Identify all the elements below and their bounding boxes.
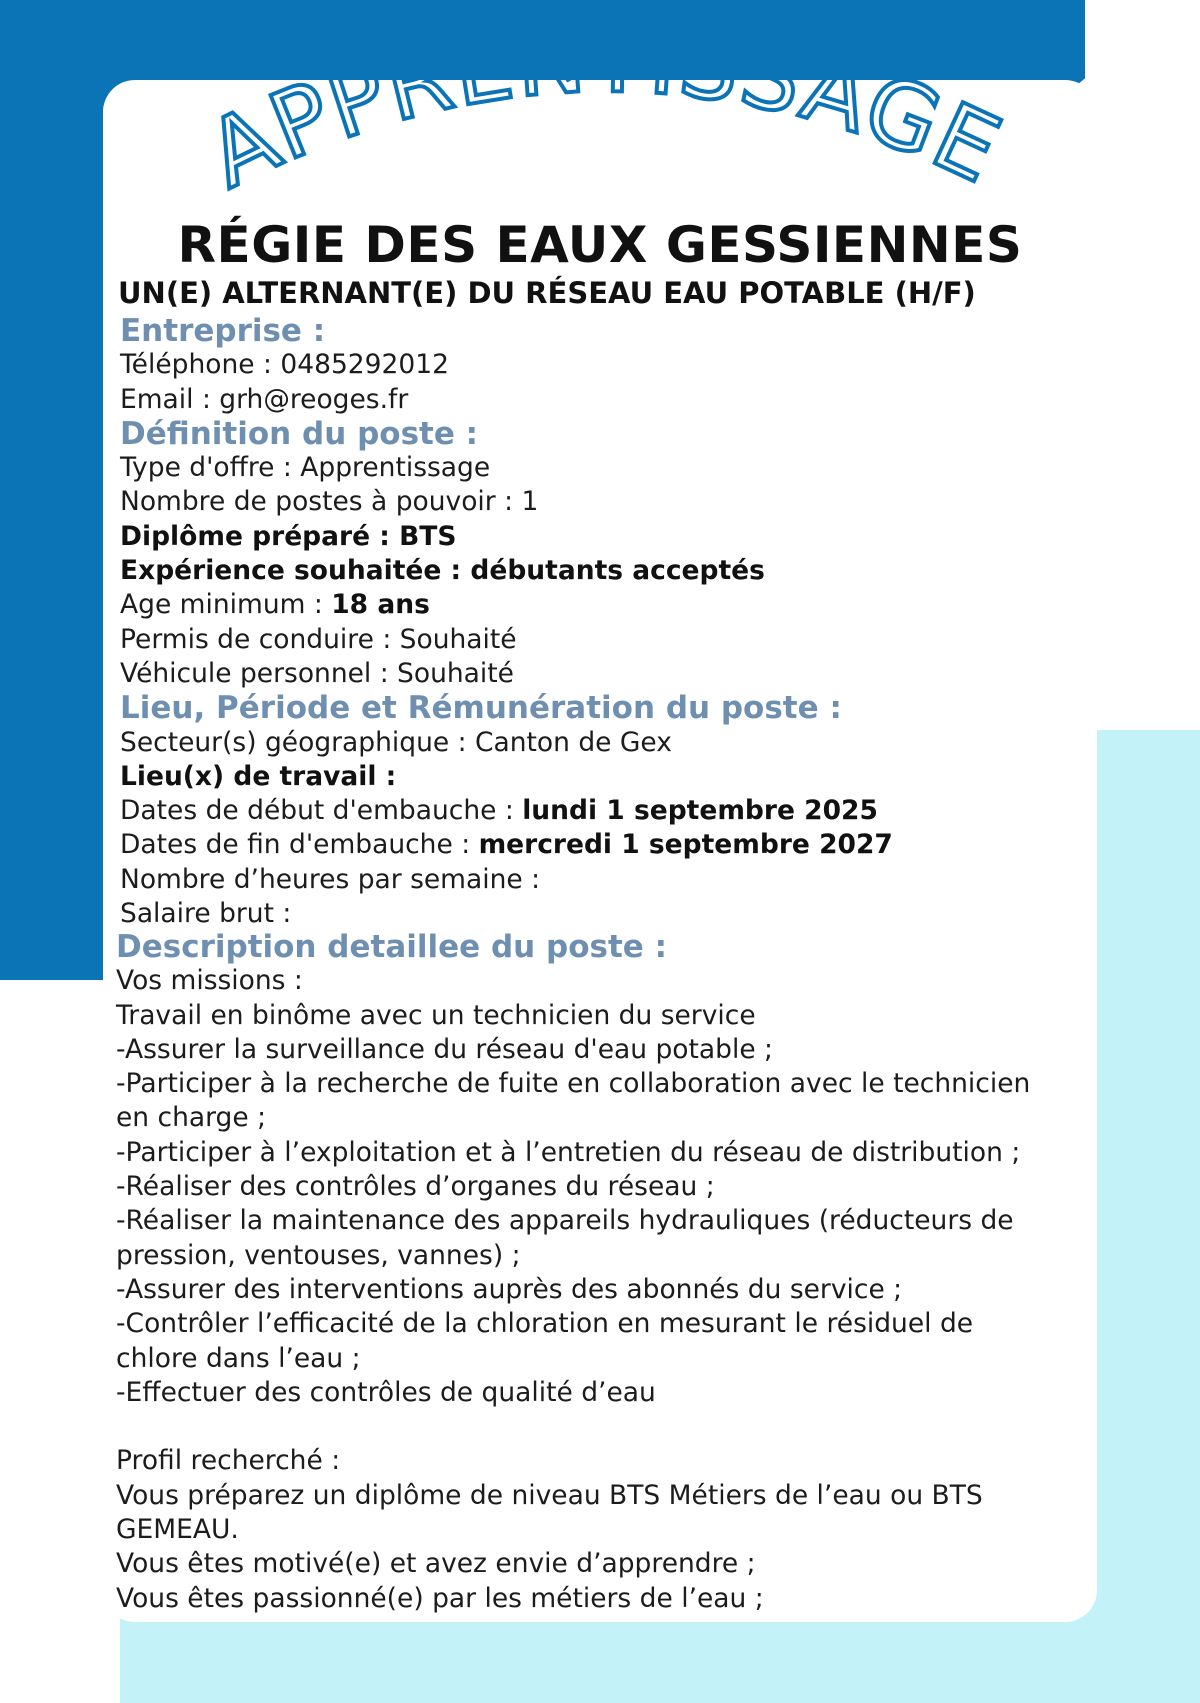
sector-line: Secteur(s) géographique : Canton de Gex xyxy=(120,726,672,758)
section-heading-lieu: Lieu, Période et Rémunération du poste : xyxy=(120,690,842,727)
spacer xyxy=(116,1410,1091,1444)
description-line: -Assurer la surveillance du réseau d'eau potable ; xyxy=(116,1033,773,1065)
profile-line: Vous êtes passionné(e) par les métiers de l’eau ; xyxy=(116,1582,764,1614)
description-line: -Réaliser la maintenance des appareils hydrauliques (réducteurs de xyxy=(116,1205,1014,1237)
description-line: -Participer à la recherche de fuite en collaboration avec le technicien xyxy=(116,1068,1031,1100)
description-line: -Réaliser des contrôles d’organes du réseau ; xyxy=(116,1171,715,1203)
description-line: Vos missions : xyxy=(116,965,303,997)
start-date-line xyxy=(120,794,1080,828)
age-line xyxy=(120,588,1080,622)
diploma-line: Diplôme préparé : BTS xyxy=(120,520,457,552)
offer-details xyxy=(120,314,1080,931)
description-line: -Participer à l’exploitation et à l’entretien du réseau de distribution ; xyxy=(116,1136,1021,1168)
job-description xyxy=(116,930,1091,1616)
apprentissage-banner-text: APPRENTISSAGE xyxy=(191,5,1017,209)
description-line: -Effectuer des contrôles de qualité d’eau xyxy=(116,1376,656,1408)
apprentissage-banner xyxy=(0,0,1200,240)
age-value: 18 ans xyxy=(331,589,430,621)
offer-type-line: Type d'offre : Apprentissage xyxy=(120,452,491,484)
positions-count-line: Nombre de postes à pouvoir : 1 xyxy=(120,486,539,518)
description-line: pression, ventouses, vannes) ; xyxy=(116,1239,521,1271)
license-line: Permis de conduire : Souhaité xyxy=(120,623,517,655)
profile-line: Vous préparez un diplôme de niveau BTS Métiers de l’eau ou BTS xyxy=(116,1479,983,1511)
end-date-label: Dates de fin d'embauche : xyxy=(120,829,479,861)
section-heading-definition: Définition du poste : xyxy=(120,415,479,452)
description-line: chlore dans l’eau ; xyxy=(116,1342,361,1374)
section-heading-entreprise: Entreprise : xyxy=(120,313,326,349)
end-date-value: mercredi 1 septembre 2027 xyxy=(478,829,893,861)
age-label: Age minimum : xyxy=(120,589,332,621)
profile-line: GEMEAU. xyxy=(116,1514,239,1546)
end-date-line xyxy=(120,828,1080,862)
start-date-label: Dates de début d'embauche : xyxy=(120,795,523,827)
description-line: -Assurer des interventions auprès des abonnés du service ; xyxy=(116,1273,903,1305)
vehicle-line: Véhicule personnel : Souhaité xyxy=(120,657,514,689)
email-line: Email : grh@reoges.fr xyxy=(120,383,409,415)
workplace-line: Lieu(x) de travail : xyxy=(120,760,397,792)
job-subtitle: UN(E) ALTERNANT(E) DU RÉSEAU EAU POTABLE (H/F) xyxy=(118,276,976,310)
profile-line: Vous êtes motivé(e) et avez envie d’apprendre ; xyxy=(116,1548,756,1580)
section-heading-description: Description detaillee du poste : xyxy=(116,929,667,965)
description-line: en charge ; xyxy=(116,1102,267,1134)
profile-line: Profil recherché : xyxy=(116,1445,341,1477)
hours-line: Nombre d’heures par semaine : xyxy=(120,863,541,895)
salary-line: Salaire brut : xyxy=(120,898,292,930)
phone-line: Téléphone : 0485292012 xyxy=(120,349,449,381)
experience-line: Expérience souhaitée : débutants acceptés xyxy=(120,555,765,587)
start-date-value: lundi 1 septembre 2025 xyxy=(522,795,878,827)
description-line: Travail en binôme avec un technicien du service xyxy=(116,999,756,1031)
page-title: RÉGIE DES EAUX GESSIENNES xyxy=(177,216,1023,274)
description-line: -Contrôler l’efficacité de la chloration en mesurant le résiduel de xyxy=(116,1308,974,1340)
